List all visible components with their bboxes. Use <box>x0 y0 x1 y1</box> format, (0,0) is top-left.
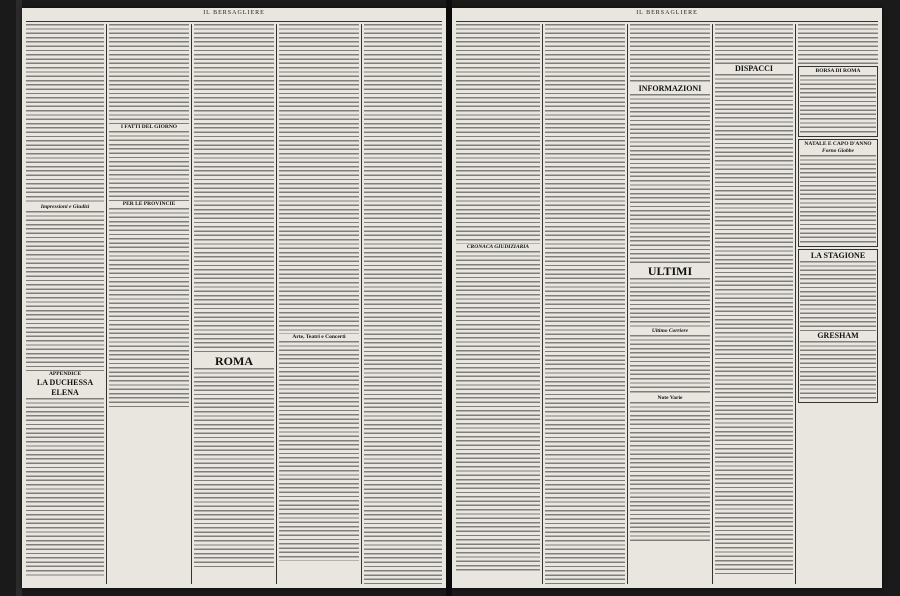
section-heading: PER LE PROVINCIE <box>122 201 176 207</box>
column-text-block <box>630 24 710 84</box>
header-rule <box>456 21 878 22</box>
newspaper-page-right <box>452 8 882 588</box>
serial-title: LA DUCHESSA ELENA <box>36 378 94 397</box>
ad-text <box>800 261 876 331</box>
column-text-block <box>630 278 710 328</box>
section-heading: APPENDICE <box>48 371 82 377</box>
column-rule <box>627 24 628 584</box>
section-heading: CRONACA GIUDIZIARIA <box>466 244 530 250</box>
column-text-block <box>364 24 442 584</box>
section-heading: I FATTI DEL GIORNO <box>120 124 178 130</box>
column-rule <box>542 24 543 584</box>
section-heading: ROMA <box>215 354 253 368</box>
article-column <box>109 24 189 584</box>
column-text-block <box>630 94 710 264</box>
stock-table <box>800 75 876 135</box>
column-rule <box>106 24 107 584</box>
article-column <box>456 24 540 584</box>
column-text-block <box>194 368 274 568</box>
article-column <box>279 24 359 584</box>
column-text-block <box>630 402 710 542</box>
column-rule <box>712 24 713 584</box>
column-text-block <box>630 335 710 395</box>
column-text-block <box>279 24 359 334</box>
column-text-block <box>456 251 540 571</box>
section-heading: Note Varie <box>657 395 683 401</box>
advertisement-box <box>798 249 878 403</box>
section-heading: Impressioni e Giudizi <box>40 204 90 210</box>
stock-table-box <box>798 66 878 137</box>
header-rule <box>26 21 442 22</box>
column-text-block <box>26 24 104 204</box>
article-column <box>26 24 104 584</box>
newspaper-page-left <box>22 8 446 588</box>
running-head: IL BERSAGLIERE <box>636 10 698 16</box>
section-heading: DISPACCI <box>734 64 774 73</box>
section-heading: INFORMAZIONI <box>638 84 702 93</box>
column-text-block <box>26 211 104 371</box>
ad-heading: GRESHAM <box>817 331 859 340</box>
column-text-block <box>109 208 189 408</box>
article-column <box>194 24 274 584</box>
section-heading: Ultimo Corriere <box>651 328 689 334</box>
column-rule <box>191 24 192 584</box>
ad-heading: LA STAGIONE <box>810 251 866 260</box>
advertisement-box <box>798 139 878 247</box>
section-heading: BORSA DI ROMA <box>815 68 861 74</box>
column-text-block <box>279 341 359 561</box>
ad-heading: NATALE E CAPO D'ANNO <box>804 141 872 147</box>
article-column <box>364 24 442 584</box>
article-column <box>630 24 710 584</box>
column-rule <box>795 24 796 584</box>
running-head: IL BERSAGLIERE <box>203 10 265 16</box>
ad-text <box>800 155 876 245</box>
advertisement-column <box>798 24 878 584</box>
column-text-block <box>109 131 189 201</box>
section-heading: ULTIMI <box>647 264 693 278</box>
column-text-block <box>798 24 878 64</box>
column-text-block <box>715 24 793 64</box>
column-text-block <box>109 24 189 124</box>
ad-text <box>800 341 876 401</box>
article-column <box>715 24 793 584</box>
article-column <box>545 24 625 584</box>
section-heading: Arte, Teatri e Concerti <box>292 334 346 340</box>
ad-subheading: Forno Giobbe <box>822 148 854 154</box>
column-text-block <box>715 74 793 574</box>
column-text-block <box>26 398 104 578</box>
column-text-block <box>456 24 540 244</box>
column-text-block <box>545 24 625 584</box>
column-rule <box>361 24 362 584</box>
column-text-block <box>194 24 274 354</box>
column-rule <box>276 24 277 584</box>
